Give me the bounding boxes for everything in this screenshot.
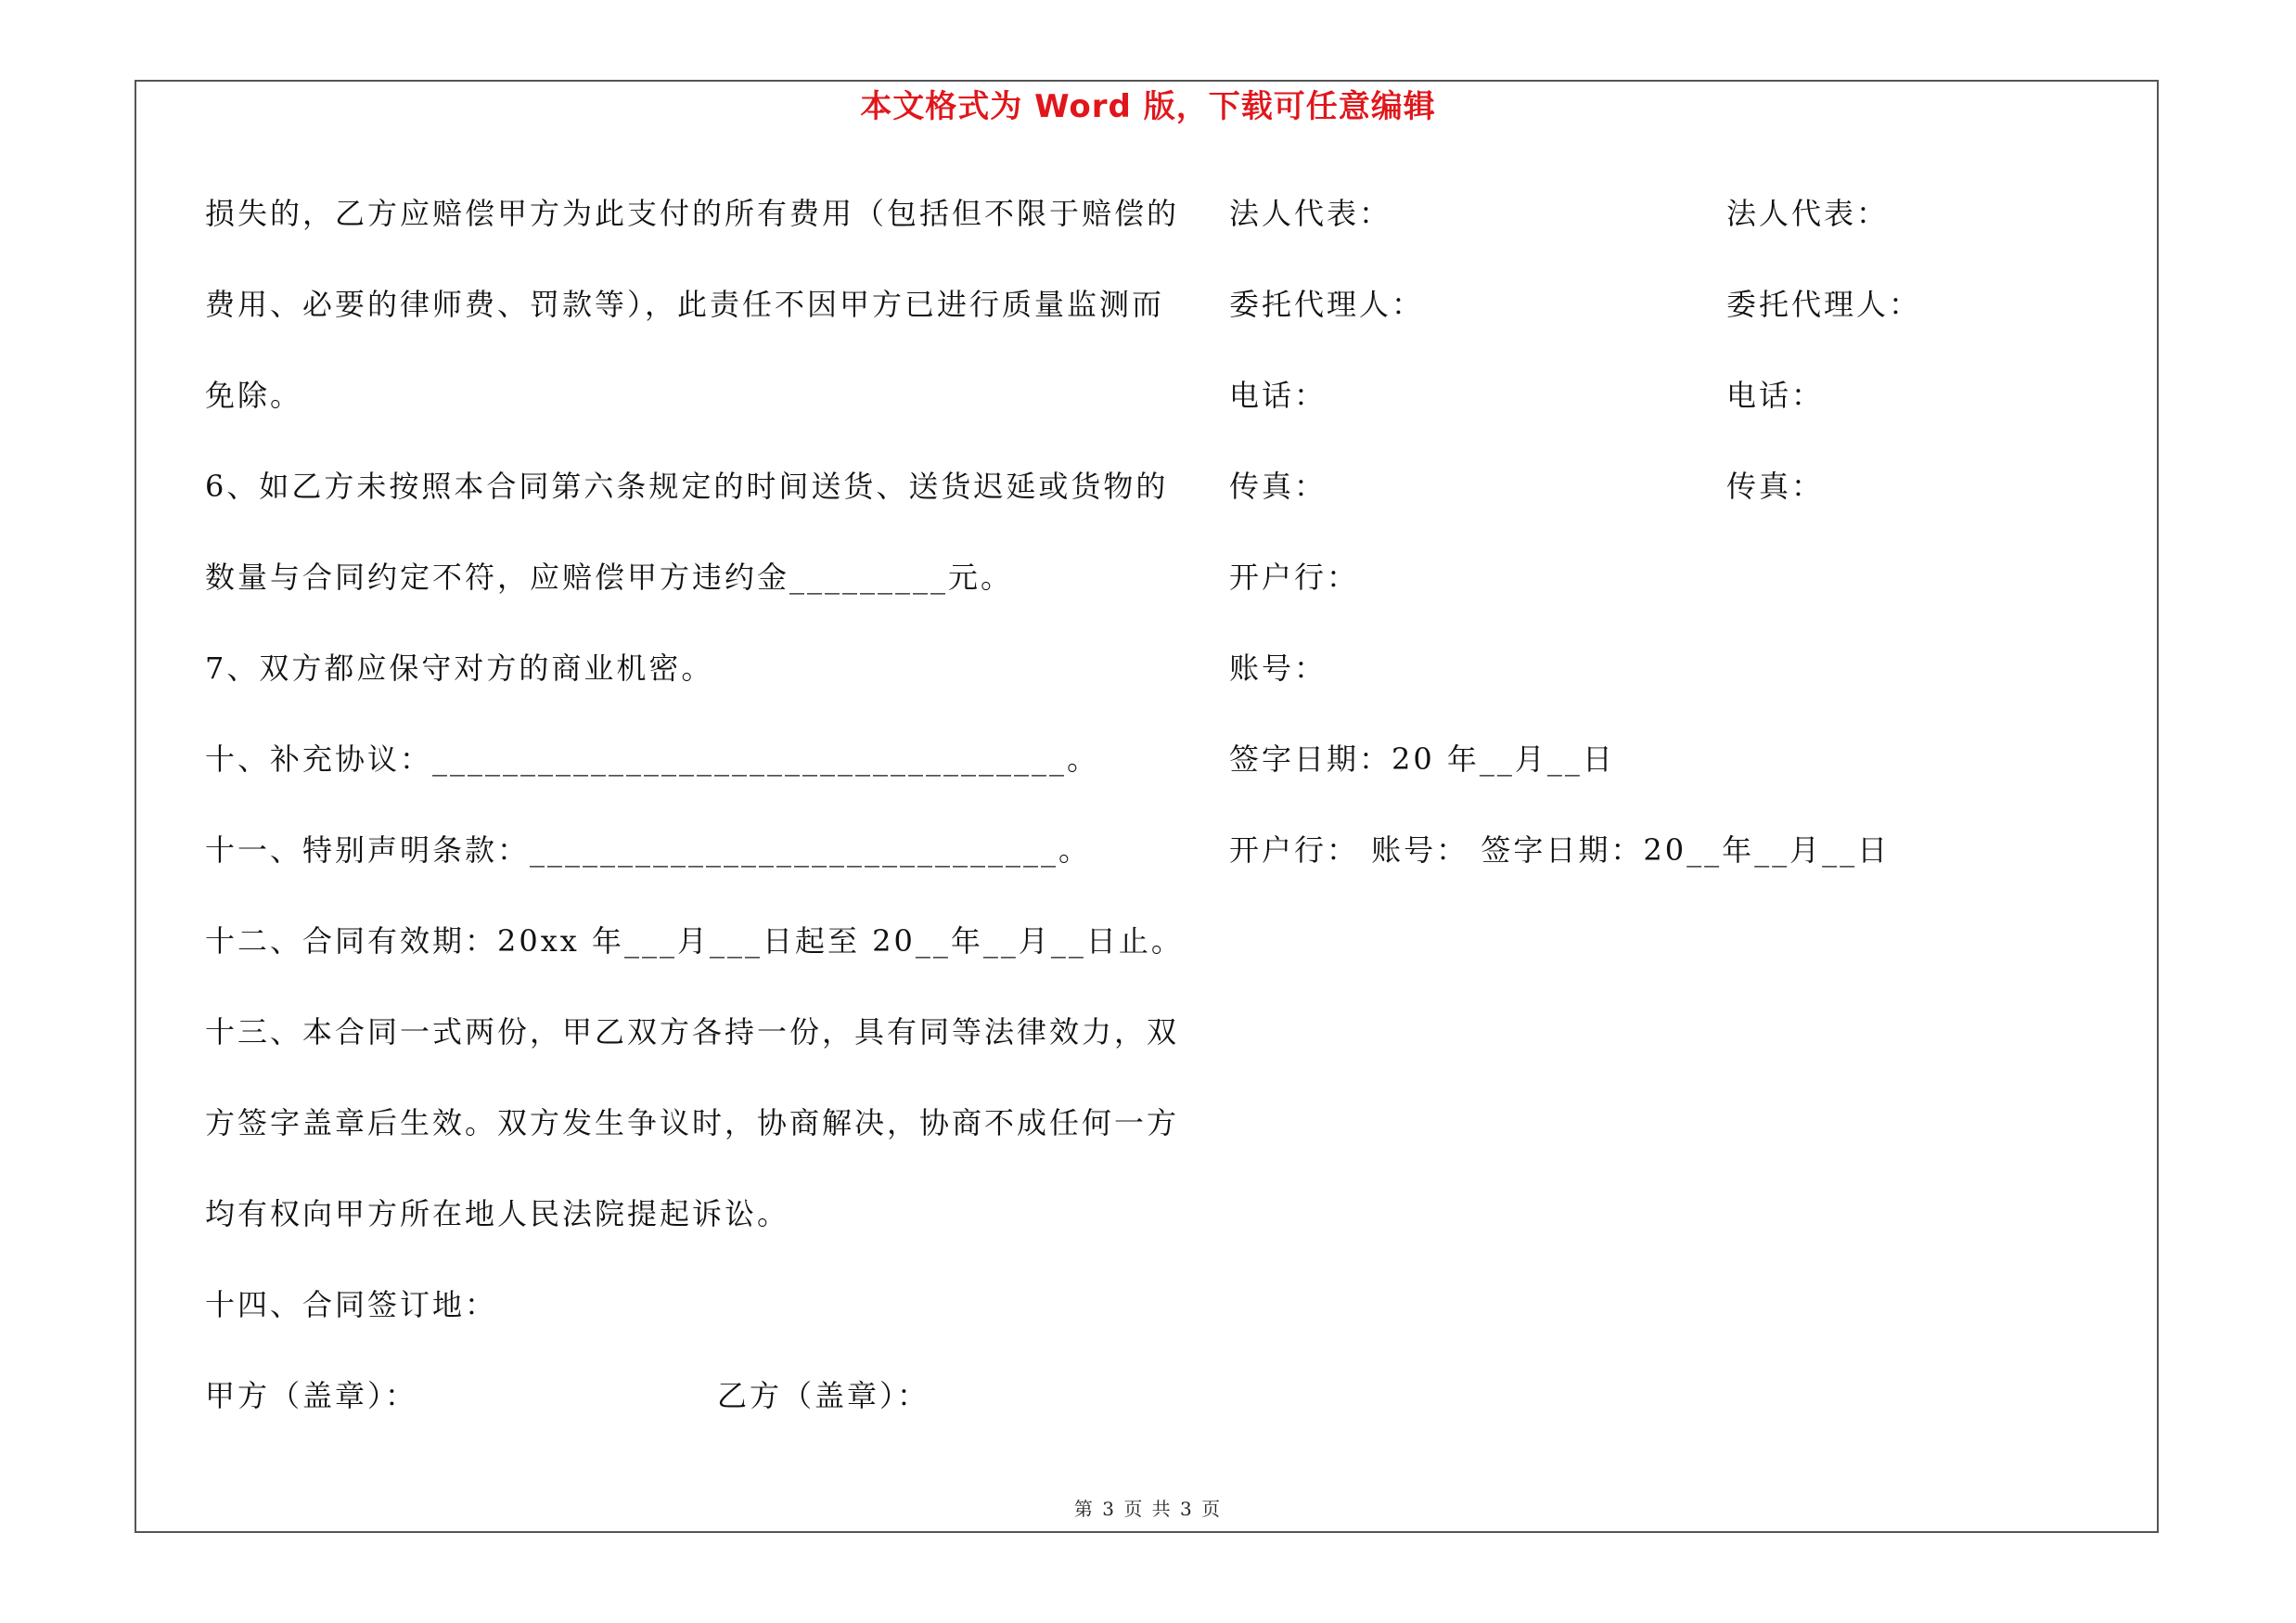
supplement-agreement-line: 十、补充协议：____________________________________。 <box>205 741 1100 777</box>
page-number-footer: 第 3 页 共 3 页 <box>1073 1498 1223 1520</box>
left-column <box>205 186 1184 1459</box>
party-b-seal-label: 乙方（盖章）： <box>717 1378 930 1413</box>
agent-row <box>1229 277 2064 367</box>
clause-13-line: 方签字盖章后生效。双方发生争议时，协商解决，协商不成任何一方 <box>205 1105 1180 1140</box>
clause-13-line: 均有权向甲方所在地人民法院提起诉讼。 <box>205 1196 790 1231</box>
special-clause-line: 十一、特别声明条款：______________________________。 <box>205 832 1092 868</box>
agent-label-b: 委托代理人： <box>1726 287 1922 322</box>
validity-period-line: 十二、合同有效期：20xx 年___月___日起至 20__年__月__日止。 <box>205 923 1184 959</box>
phone-row <box>1229 367 2064 458</box>
clause-6-line: 数量与合同约定不符，应赔偿甲方违约金_________元。 <box>205 560 1014 595</box>
legal-rep-row <box>1229 186 2064 277</box>
signing-place-line: 十四、合同签订地： <box>205 1287 498 1322</box>
right-column <box>1229 186 2064 913</box>
sign-date-row <box>1229 731 2064 822</box>
clause-13-line: 十三、本合同一式两份，甲乙双方各持一份，具有同等法律效力，双 <box>205 1014 1180 1050</box>
combined-info-row <box>1229 822 2064 913</box>
signature-row <box>205 1368 1151 1459</box>
paragraph-line: 损失的，乙方应赔偿甲方为此支付的所有费用（包括但不限于赔偿的 <box>205 196 1180 231</box>
legal-rep-label-b: 法人代表： <box>1726 196 1890 231</box>
legal-rep-label-a: 法人代表： <box>1229 196 1392 231</box>
fax-row <box>1229 458 2064 549</box>
agent-label-a: 委托代理人： <box>1229 287 1425 322</box>
phone-label-a: 电话： <box>1229 378 1328 413</box>
bank-row <box>1229 549 2064 640</box>
paragraph-line: 免除。 <box>205 378 303 413</box>
fax-label-b: 传真： <box>1726 469 1825 504</box>
header-title: 本文格式为 Word 版，下载可任意编辑 <box>860 88 1436 125</box>
phone-label-b: 电话： <box>1726 378 1825 413</box>
account-row <box>1229 640 2064 731</box>
clause-6-line: 6、如乙方未按照本合同第六条规定的时间送货、送货迟延或货物的 <box>205 469 1169 504</box>
account-label: 账号： <box>1229 650 1328 686</box>
sign-date-label: 签字日期：20 年__月__日 <box>1229 741 1615 777</box>
combined-info-label: 开户行： 账号： 签字日期：20__年__月__日 <box>1229 832 1891 868</box>
paragraph-line: 费用、必要的律师费、罚款等），此责任不因甲方已进行质量监测而 <box>205 287 1165 322</box>
party-a-seal-label: 甲方（盖章）： <box>205 1378 418 1413</box>
fax-label-a: 传真： <box>1229 469 1328 504</box>
bank-label: 开户行： <box>1229 560 1360 595</box>
clause-7-line: 7、双方都应保守对方的商业机密。 <box>205 650 714 686</box>
